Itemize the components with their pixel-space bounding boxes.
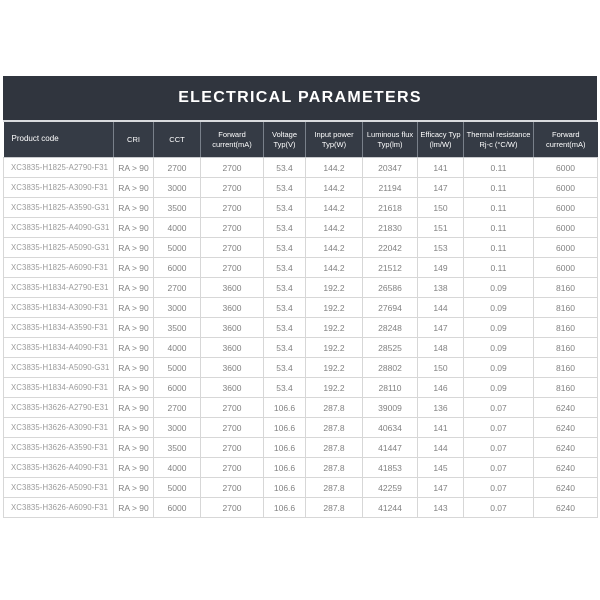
table-cell: 151	[418, 218, 464, 238]
table-cell: 141	[418, 158, 464, 178]
table-cell: 2700	[201, 478, 264, 498]
table-row	[4, 198, 598, 218]
table-cell: 27694	[363, 298, 418, 318]
table-cell: 39009	[363, 398, 418, 418]
table-cell: 0.11	[464, 198, 534, 218]
table-cell: 287.8	[306, 418, 363, 438]
table-cell: 150	[418, 198, 464, 218]
table-cell: 2700	[201, 218, 264, 238]
table-cell: RA > 90	[114, 478, 154, 498]
table-cell: 0.11	[464, 218, 534, 238]
table-cell: 287.8	[306, 498, 363, 518]
table-cell: 148	[418, 338, 464, 358]
table-cell: 6000	[154, 498, 201, 518]
table-row	[4, 418, 598, 438]
table-cell: 2700	[201, 438, 264, 458]
table-cell: 287.8	[306, 438, 363, 458]
table-cell: 6000	[154, 258, 201, 278]
table-cell: 41244	[363, 498, 418, 518]
column-header-3: Forward current(mA)	[201, 122, 264, 158]
table-cell: 2700	[201, 178, 264, 198]
table-cell: RA > 90	[114, 318, 154, 338]
table-cell: 145	[418, 458, 464, 478]
table-cell: RA > 90	[114, 258, 154, 278]
table-cell: 106.6	[264, 418, 306, 438]
product-code-cell: XC3835-H3626-A2790-E31	[4, 398, 114, 418]
table-cell: 3000	[154, 178, 201, 198]
product-code-cell: XC3835-H1834-A3090-F31	[4, 298, 114, 318]
table-cell: RA > 90	[114, 378, 154, 398]
table-title-bar	[3, 76, 597, 120]
table-cell: 2700	[201, 258, 264, 278]
table-cell: 53.4	[264, 158, 306, 178]
table-cell: 2700	[201, 198, 264, 218]
table-cell: 53.4	[264, 298, 306, 318]
table-cell: 53.4	[264, 378, 306, 398]
table-cell: 8160	[534, 358, 598, 378]
table-row	[4, 398, 598, 418]
product-code-cell: XC3835-H1825-A3590-G31	[4, 198, 114, 218]
table-cell: 147	[418, 178, 464, 198]
table-cell: 53.4	[264, 278, 306, 298]
product-code-cell: XC3835-H1834-A5090-G31	[4, 358, 114, 378]
table-cell: 53.4	[264, 238, 306, 258]
table-row	[4, 178, 598, 198]
column-header-8: Thermal resistance Rj-c (°C/W)	[464, 122, 534, 158]
table-row	[4, 378, 598, 398]
table-cell: 22042	[363, 238, 418, 258]
table-cell: RA > 90	[114, 218, 154, 238]
column-header-4: Voltage Typ(V)	[264, 122, 306, 158]
table-cell: 6000	[534, 258, 598, 278]
table-cell: 287.8	[306, 458, 363, 478]
table-row	[4, 338, 598, 358]
product-code-cell: XC3835-H1834-A6090-F31	[4, 378, 114, 398]
page-title: ELECTRICAL PARAMETERS	[178, 89, 422, 106]
table-row	[4, 498, 598, 518]
table-cell: 6240	[534, 418, 598, 438]
product-code-cell: XC3835-H1825-A5090-G31	[4, 238, 114, 258]
table-cell: 146	[418, 378, 464, 398]
table-cell: 144.2	[306, 178, 363, 198]
table-cell: 6000	[534, 198, 598, 218]
table-cell: 2700	[201, 398, 264, 418]
column-header-0: Product code	[4, 122, 114, 158]
column-header-7: Efficacy Typ (lm/W)	[418, 122, 464, 158]
table-cell: 6000	[534, 238, 598, 258]
table-cell: 6240	[534, 458, 598, 478]
table-cell: 2700	[201, 458, 264, 478]
table-cell: 28525	[363, 338, 418, 358]
table-cell: RA > 90	[114, 398, 154, 418]
table-cell: 192.2	[306, 338, 363, 358]
table-cell: 287.8	[306, 478, 363, 498]
table-cell: RA > 90	[114, 158, 154, 178]
table-cell: 53.4	[264, 318, 306, 338]
table-cell: 6000	[534, 178, 598, 198]
table-cell: 2700	[154, 278, 201, 298]
product-code-cell: XC3835-H3626-A5090-F31	[4, 478, 114, 498]
table-cell: 5000	[154, 238, 201, 258]
table-cell: 8160	[534, 378, 598, 398]
table-cell: 106.6	[264, 438, 306, 458]
table-cell: 20347	[363, 158, 418, 178]
product-code-cell: XC3835-H1825-A6090-F31	[4, 258, 114, 278]
column-header-5: Input power Typ(W)	[306, 122, 363, 158]
table-cell: RA > 90	[114, 298, 154, 318]
table-cell: 0.09	[464, 378, 534, 398]
table-cell: 3600	[201, 378, 264, 398]
table-cell: 141	[418, 418, 464, 438]
table-cell: 0.09	[464, 298, 534, 318]
table-cell: 149	[418, 258, 464, 278]
table-cell: 6000	[534, 158, 598, 178]
table-cell: 2700	[201, 498, 264, 518]
table-cell: 3000	[154, 418, 201, 438]
table-cell: 287.8	[306, 398, 363, 418]
table-row	[4, 458, 598, 478]
table-row	[4, 258, 598, 278]
product-code-cell: XC3835-H3626-A3590-F31	[4, 438, 114, 458]
table-cell: 192.2	[306, 278, 363, 298]
table-cell: 28802	[363, 358, 418, 378]
table-cell: 53.4	[264, 218, 306, 238]
table-cell: 144	[418, 438, 464, 458]
product-code-cell: XC3835-H3626-A6090-F31	[4, 498, 114, 518]
table-cell: 41447	[363, 438, 418, 458]
table-row	[4, 298, 598, 318]
table-cell: 8160	[534, 318, 598, 338]
product-code-cell: XC3835-H3626-A3090-F31	[4, 418, 114, 438]
table-cell: 0.11	[464, 238, 534, 258]
table-cell: RA > 90	[114, 198, 154, 218]
table-cell: 4000	[154, 338, 201, 358]
table-cell: 0.09	[464, 338, 534, 358]
table-row	[4, 478, 598, 498]
table-cell: 150	[418, 358, 464, 378]
table-cell: 0.11	[464, 158, 534, 178]
table-cell: 53.4	[264, 198, 306, 218]
datasheet-page	[3, 76, 597, 518]
table-cell: 153	[418, 238, 464, 258]
table-cell: 8160	[534, 338, 598, 358]
table-cell: 5000	[154, 358, 201, 378]
table-cell: 6240	[534, 438, 598, 458]
table-cell: 3500	[154, 198, 201, 218]
table-cell: 6000	[534, 218, 598, 238]
table-cell: RA > 90	[114, 498, 154, 518]
table-cell: 147	[418, 478, 464, 498]
table-cell: 26586	[363, 278, 418, 298]
table-cell: 2700	[154, 158, 201, 178]
table-cell: 4000	[154, 458, 201, 478]
table-cell: RA > 90	[114, 338, 154, 358]
table-cell: 0.07	[464, 418, 534, 438]
table-cell: 3600	[201, 338, 264, 358]
table-cell: 42259	[363, 478, 418, 498]
table-cell: RA > 90	[114, 438, 154, 458]
product-code-cell: XC3835-H1825-A2790-F31	[4, 158, 114, 178]
table-cell: 0.07	[464, 498, 534, 518]
table-cell: 6240	[534, 478, 598, 498]
table-cell: 5000	[154, 478, 201, 498]
table-cell: 147	[418, 318, 464, 338]
table-cell: 144	[418, 298, 464, 318]
column-header-9: Forward current(mA)	[534, 122, 598, 158]
table-row	[4, 358, 598, 378]
table-cell: 28248	[363, 318, 418, 338]
table-cell: 8160	[534, 298, 598, 318]
table-row	[4, 158, 598, 178]
table-row	[4, 238, 598, 258]
table-row	[4, 278, 598, 298]
table-cell: 138	[418, 278, 464, 298]
table-cell: 0.09	[464, 278, 534, 298]
table-cell: 0.07	[464, 398, 534, 418]
table-cell: 0.11	[464, 178, 534, 198]
electrical-parameters-table	[3, 122, 598, 518]
table-row	[4, 318, 598, 338]
table-cell: 2700	[201, 238, 264, 258]
table-cell: RA > 90	[114, 238, 154, 258]
column-header-1: CRI	[114, 122, 154, 158]
table-cell: 40634	[363, 418, 418, 438]
table-cell: 8160	[534, 278, 598, 298]
table-cell: 53.4	[264, 258, 306, 278]
table-cell: 41853	[363, 458, 418, 478]
table-cell: 3600	[201, 278, 264, 298]
table-cell: 28110	[363, 378, 418, 398]
table-cell: 192.2	[306, 318, 363, 338]
table-cell: 3500	[154, 318, 201, 338]
table-cell: 3600	[201, 318, 264, 338]
table-cell: 0.07	[464, 438, 534, 458]
table-cell: RA > 90	[114, 278, 154, 298]
table-cell: 0.09	[464, 318, 534, 338]
table-body	[4, 158, 598, 518]
column-header-6: Luminous flux Typ(lm)	[363, 122, 418, 158]
table-cell: 2700	[201, 418, 264, 438]
table-cell: 6240	[534, 498, 598, 518]
table-cell: RA > 90	[114, 178, 154, 198]
table-cell: 53.4	[264, 358, 306, 378]
product-code-cell: XC3835-H1834-A2790-E31	[4, 278, 114, 298]
table-cell: 3000	[154, 298, 201, 318]
table-cell: 3500	[154, 438, 201, 458]
product-code-cell: XC3835-H1825-A3090-F31	[4, 178, 114, 198]
table-cell: 21194	[363, 178, 418, 198]
table-cell: 6000	[154, 378, 201, 398]
table-cell: 53.4	[264, 178, 306, 198]
table-cell: 4000	[154, 218, 201, 238]
table-cell: 3600	[201, 298, 264, 318]
product-code-cell: XC3835-H1825-A4090-G31	[4, 218, 114, 238]
table-cell: 144.2	[306, 258, 363, 278]
table-cell: RA > 90	[114, 418, 154, 438]
table-row	[4, 438, 598, 458]
table-cell: 136	[418, 398, 464, 418]
table-cell: 192.2	[306, 298, 363, 318]
table-cell: 143	[418, 498, 464, 518]
column-header-2: CCT	[154, 122, 201, 158]
table-cell: 192.2	[306, 358, 363, 378]
table-cell: 2700	[154, 398, 201, 418]
table-cell: 106.6	[264, 398, 306, 418]
table-cell: 3600	[201, 358, 264, 378]
table-cell: 0.07	[464, 478, 534, 498]
product-code-cell: XC3835-H3626-A4090-F31	[4, 458, 114, 478]
table-cell: 2700	[201, 158, 264, 178]
table-cell: 0.11	[464, 258, 534, 278]
table-cell: 106.6	[264, 498, 306, 518]
table-cell: 0.09	[464, 358, 534, 378]
table-cell: 144.2	[306, 158, 363, 178]
table-cell: 106.6	[264, 458, 306, 478]
table-cell: RA > 90	[114, 458, 154, 478]
table-cell: 144.2	[306, 238, 363, 258]
table-cell: 106.6	[264, 478, 306, 498]
table-cell: 21830	[363, 218, 418, 238]
table-cell: 144.2	[306, 218, 363, 238]
table-cell: 21512	[363, 258, 418, 278]
table-cell: 21618	[363, 198, 418, 218]
table-cell: 0.07	[464, 458, 534, 478]
table-header-row	[4, 122, 598, 158]
table-cell: RA > 90	[114, 358, 154, 378]
table-cell: 192.2	[306, 378, 363, 398]
product-code-cell: XC3835-H1834-A3590-F31	[4, 318, 114, 338]
table-cell: 53.4	[264, 338, 306, 358]
table-cell: 144.2	[306, 198, 363, 218]
product-code-cell: XC3835-H1834-A4090-F31	[4, 338, 114, 358]
table-row	[4, 218, 598, 238]
table-cell: 6240	[534, 398, 598, 418]
